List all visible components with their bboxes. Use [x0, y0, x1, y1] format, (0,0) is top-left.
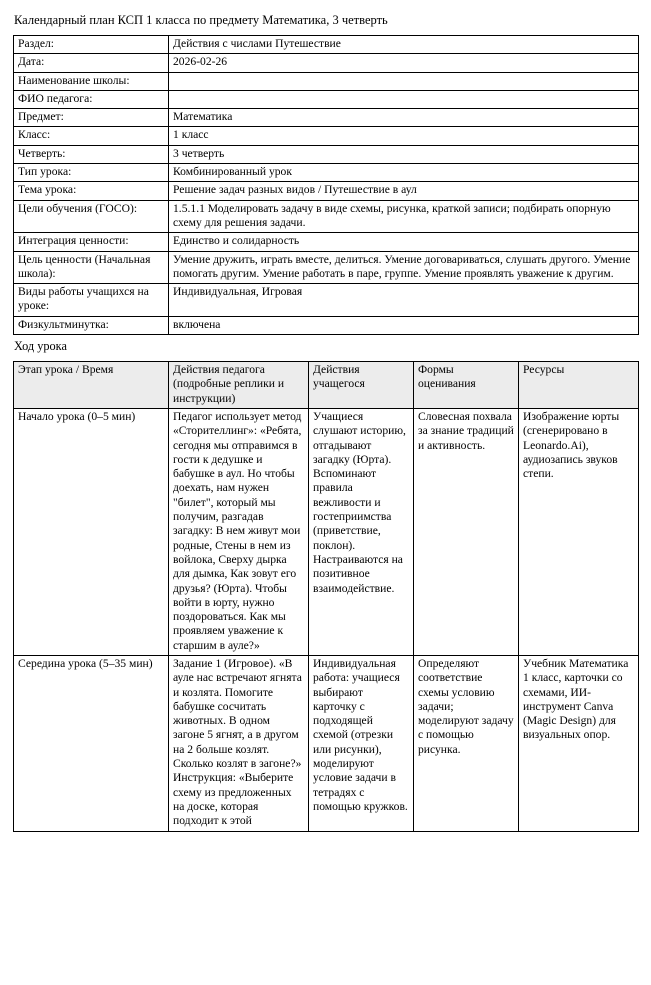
table-row [14, 54, 639, 72]
table-row [14, 109, 639, 127]
info-label: Предмет: [14, 109, 169, 127]
table-row [14, 145, 639, 163]
page-title: Календарный план КСП 1 класса по предмету Математика, 3 четверть [14, 13, 388, 27]
table-row [14, 408, 639, 655]
info-label: Цель ценности (Начальная школа): [14, 251, 169, 284]
info-value: Решение задач разных видов / Путешествие в аул [169, 182, 639, 200]
column-header-assessment: Формы оценивания [414, 362, 519, 409]
info-label: Тип урока: [14, 164, 169, 182]
cell-student-actions: Индивидуальная работа: учащиеся выбирают карточку с подходящей схемой (отрезки или рисунки), моделируют условие задачи в тетрадях с помощью кружков. [309, 655, 414, 831]
cell-resources: Учебник Математика 1 класс, карточки со схемами, ИИ-инструмент Canva (Magic Design) для визуальных опор. [519, 655, 639, 831]
cell-stage: Середина урока (5–35 мин) [14, 655, 169, 831]
table-row [14, 182, 639, 200]
table-row [14, 36, 639, 54]
info-value: Умение дружить, играть вместе, делиться. Умение договариваться, слушать другого. Умение помогать другим. Умение работать в паре, группе. Умение проявлять уважение к другим. [169, 251, 639, 284]
info-label: ФИО педагога: [14, 90, 169, 108]
info-label: Четверть: [14, 145, 169, 163]
cell-resources: Изображение юрты (сгенерировано в Leonardo.Ai), аудиозапись звуков степи. [519, 408, 639, 655]
info-value: Действия с числами Путешествие [169, 36, 639, 54]
info-label: Класс: [14, 127, 169, 145]
table-header-row [14, 362, 639, 409]
column-header-student-actions: Действия учащегося [309, 362, 414, 409]
info-value: 3 четверть [169, 145, 639, 163]
info-value: 1.5.1.1 Моделировать задачу в виде схемы, рисунка, краткой записи; подбирать опорную схему для решения задачи. [169, 200, 639, 233]
table-row [14, 284, 639, 317]
column-header-teacher-actions: Действия педагога (подробные реплики и инструкции) [169, 362, 309, 409]
table-row [14, 164, 639, 182]
table-row [14, 233, 639, 251]
info-label: Интеграция ценности: [14, 233, 169, 251]
info-label: Тема урока: [14, 182, 169, 200]
cell-student-actions: Учащиеся слушают историю, отгадывают загадку (Юрта). Вспоминают правила вежливости и гостеприимства (приветствие, поклон). Настраиваются на позитивное взаимодействие. [309, 408, 414, 655]
info-label: Физкультминутка: [14, 316, 169, 334]
info-value [169, 72, 639, 90]
info-value: включена [169, 316, 639, 334]
column-header-stage: Этап урока / Время [14, 362, 169, 409]
cell-teacher-actions: Педагог использует метод «Сторителлинг»: «Ребята, сегодня мы отправимся в гости к дедушке и бабушке в аул. Но чтобы доехать, нам нужен "билет", который мы получим, разгадав загадку: В нем живут мои родные, Стены в нем из войлока, Сверху дырка для дымка, Как зовут его друзья? (Юрта). Чтобы войти в юрту, нужно поздороваться. Как мы проявляем уважение к старшим в ауле?» [169, 408, 309, 655]
info-value: Индивидуальная, Игровая [169, 284, 639, 317]
table-row [14, 655, 639, 831]
cell-assessment: Определяют соответствие схемы условию задачи; моделируют задачу с помощью рисунка. [414, 655, 519, 831]
info-value: 1 класс [169, 127, 639, 145]
info-value: Комбинированный урок [169, 164, 639, 182]
info-label: Цели обучения (ГОСО): [14, 200, 169, 233]
lesson-flow-section-label: Ход урока [14, 339, 67, 354]
info-label: Виды работы учащихся на уроке: [14, 284, 169, 317]
lesson-info-table [13, 35, 639, 335]
table-row [14, 72, 639, 90]
lesson-flow-table [13, 361, 639, 832]
cell-teacher-actions: Задание 1 (Игровое). «В ауле нас встречают ягнята и козлята. Помогите бабушке сосчитать животных. В одном загоне 5 ягнят, а в другом на 2 больше козлят. Сколько козлят в загоне?» Инструкция: «Выберите схему из предложенных на доске, которая подходит к этой [169, 655, 309, 831]
info-label: Раздел: [14, 36, 169, 54]
info-label: Дата: [14, 54, 169, 72]
info-value [169, 90, 639, 108]
info-value: Математика [169, 109, 639, 127]
info-label: Наименование школы: [14, 72, 169, 90]
table-row [14, 316, 639, 334]
cell-stage: Начало урока (0–5 мин) [14, 408, 169, 655]
table-row [14, 200, 639, 233]
info-value: 2026-02-26 [169, 54, 639, 72]
lesson-info-body [14, 36, 639, 335]
table-row [14, 90, 639, 108]
table-row [14, 127, 639, 145]
cell-assessment: Словесная похвала за знание традиций и активность. [414, 408, 519, 655]
lesson-flow-body [14, 408, 639, 831]
info-value: Единство и солидарность [169, 233, 639, 251]
lesson-flow-header [14, 362, 639, 409]
table-row [14, 251, 639, 284]
column-header-resources: Ресурсы [519, 362, 639, 409]
